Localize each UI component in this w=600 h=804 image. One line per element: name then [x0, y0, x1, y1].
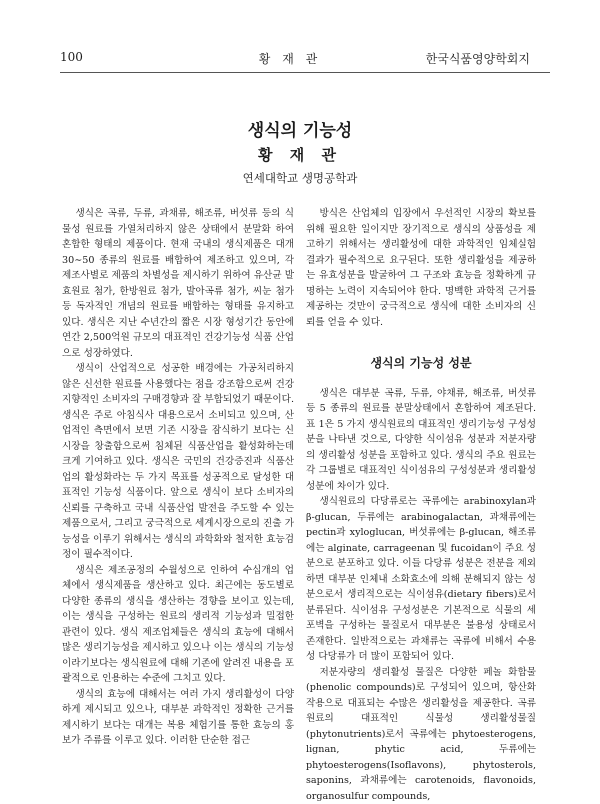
left-column [62, 206, 294, 752]
section-heading: 생식의 기능성 성분 [306, 356, 536, 372]
running-head-author: 황 재 관 [250, 50, 330, 67]
header-rule [60, 72, 550, 73]
body-paragraph: 생식은 제조공정의 수월성으로 인하여 수십개의 업체에서 생식제품을 생산하고 있다. 최근에는 동도별로 다양한 종류의 생식을 생산하는 경향을 보이고 있는데, 이는 생식을 구성하는 원료의 생리적 기능성과 밀접한 관련이 있다. 생식 제조업체들은 생식의 효능에 대해서 많은 생리기능성을 제시하고 있으나 이는 생식의 기능성이라기보다는 생식원료에 대해 기존에 알려진 내용을 포괄적으로 인용하는 수준에 그치고 있다. [62, 563, 294, 687]
right-column [306, 206, 536, 752]
body-paragraph: 생식은 대부분 곡류, 두류, 야채류, 해조류, 버섯류 등 5 종류의 원료를 분말상태에서 혼합하여 제조된다. 표 1은 5 가지 생식원료의 대표적인 생리기능성 구성성분을 나타낸 것으로, 다양한 식이섬유 성분과 저분자량의 생리활성 성분을 포함하고 있다. 생식의 주요 원료는 각 그룹별로 대표적인 식이섬유의 구성성분과 생리활성 성분에 차이가 있다. [306, 386, 536, 495]
body-paragraph: 생식이 산업적으로 성공한 배경에는 가공처리하지 않은 신선한 원료를 사용했다는 점을 강조함으로써 건강지향적인 소비자의 구매경향과 잘 부합되었기 때문이다. 생식은 주로 아침식사 대용으로서 소비되고 있으며, 산업적인 측면에서 보면 기존 시장을 잠식하기 보다는 신시장을 창출함으로써 침체된 식품산업을 활성화하는데 크게 기여하고 있다. 생식은 국민의 건강증진과 식품산업의 활성화라는 두 가지 목표를 성공적으로 달성한 대표적인 기능성 식품이다. 앞으로 생식이 보다 소비자의 신뢰를 구축하고 국내 식품산업 발전을 주도할 수 있는 제품으로서, 그리고 궁극적으로 세계시장으로의 진출 가능성을 이루기 위해서는 생식의 과학화와 철저한 효능검정이 필수적이다. [62, 361, 294, 563]
paper-title: 생식의 기능성 [0, 116, 600, 141]
body-paragraph: 생식의 효능에 대해서는 여러 가지 생리활성이 다양하게 제시되고 있으나, 대부분 과학적인 정확한 근거를 제시하기 보다는 대개는 복용 체험기를 통한 효능의 홍보가 주류를 이루고 있다. 이러한 단순한 접근 [62, 687, 294, 749]
body-paragraph: 방식은 산업체의 입장에서 우선적인 시장의 확보를 위해 필요한 일이지만 장기적으로 생식의 상품성을 제고하기 위해서는 생리활성에 대한 과학적인 임체실험 결과가 필수적으로 요구된다. 또한 생리활성을 제공하는 유효성분을 발굴하여 그 구조와 효능을 정확하게 규명하는 노력이 지속되어야 한다. 명백한 과학적 근거를 제공하는 것만이 궁극적으로 생식에 대한 소비자의 신뢰를 얻을 수 있다. [306, 206, 536, 330]
page-number: 100 [60, 50, 83, 64]
body-paragraph: 저분자량의 생리활성 물질은 다양한 페놀 화합물(phenolic compounds)로 구성되어 있으며, 항산화작용으로 대표되는 수많은 생리활성을 제공한다. 곡류 원료의 대표적인 식물성 생리활성물질(phytonutrients)로서 곡류에는 phytoesterogens, lignan, phytic acid, 두류에는 phytoesterogens(Isoflavons), phytosterols, saponins, 과채류에는 carotenoids, flavonoids, organosulfur compounds, [306, 665, 536, 804]
body-paragraph: 생식원료의 다당류로는 곡류에는 arabinoxylan과 β-glucan, 두류에는 arabinogalactan, 과채류에는 pectin과 xyloglucan, 버섯류에는 β-glucan, 해조류에는 alginate, carrageenan 및 fucoidan이 주요 성분으로 분포하고 있다. 이들 다당류 성분은 전분을 제외하면 대부분 인체내 소화효소에 의해 분해되지 않는 성분으로서 생리적으로는 식이섬유(dietary fibers)로서 분류된다. 식이섬유 구성성분은 기본적으로 식물의 세포벽을 구성하는 물질로서 대부분은 불용성 상태로서 존재한다. 일반적으로는 과채류는 곡류에 비해서 수용성 다당류가 더 많이 포함되어 있다. [306, 494, 536, 665]
body-paragraph: 생식은 곡류, 두류, 과채류, 해조류, 버섯류 등의 식물성 원료를 가열처리하지 않은 상태에서 분말화 하여 혼합한 형태의 제품이다. 현재 국내의 생식제품은 대개 30∼50 종류의 원료를 배합하여 제조하고 있으며, 각 제조사별로 제품의 차별성을 제시하기 위하여 유산균 발효원료 첨가, 한방원료 첨가, 발아곡류 첨가, 씨눈 첨가 등 독자적인 개념의 원료를 배합하는 형태를 유지하고 있다. 생식은 지난 수년간의 짧은 시장 형성기간 동안에 연간 2,500억원 규모의 대표적인 건강기능성 식품 산업으로 성장하였다. [62, 206, 294, 361]
author-name: 황 재 관 [0, 144, 600, 165]
journal-name: 한국식품영양학회지 [426, 50, 530, 67]
author-affiliation: 연세대학교 생명공학과 [0, 170, 600, 186]
